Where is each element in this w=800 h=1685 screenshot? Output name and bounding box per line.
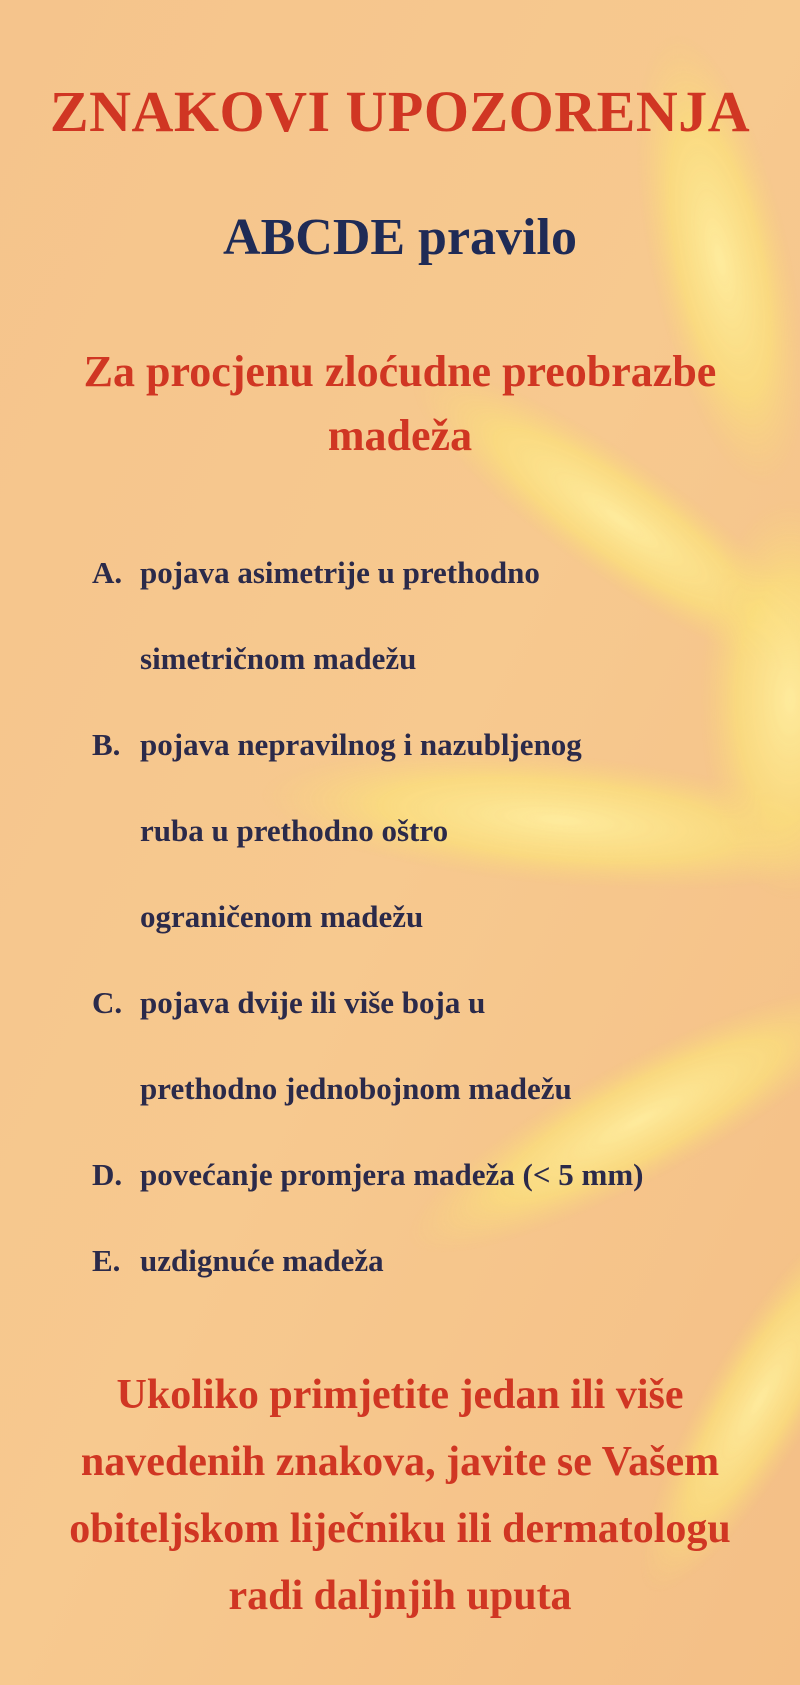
rule-letter: E.	[92, 1243, 121, 1278]
page-title: ZNAKOVI UPOZORENJA	[49, 79, 751, 144]
rule-text: povećanje promjera madeža (< 5 mm)	[140, 1157, 644, 1192]
rule-item-a	[92, 530, 772, 702]
rule-text: pojava dvije ili više boja u prethodno jednobojnom madežu	[140, 985, 572, 1106]
rule-text: pojava asimetrije u prethodno simetričnom madežu	[140, 555, 540, 676]
rule-letter: D.	[92, 1157, 123, 1192]
closing-advice: Ukoliko primjetite jedan ili više navedenih znakova, javite se Vašem obiteljskom liječniku ili dermatologu radi daljnjih uputa	[69, 1372, 731, 1619]
rule-letter: B.	[92, 727, 121, 762]
rule-item-b	[92, 702, 772, 960]
rule-text: uzdignuće madeža	[140, 1243, 384, 1278]
rule-item-d	[92, 1132, 772, 1218]
rule-letter: C.	[92, 985, 123, 1020]
page-subtitle: ABCDE pravilo	[223, 209, 577, 266]
intro-heading: Za procjenu zloćudne preobrazbe madeža	[83, 347, 717, 460]
rule-item-e	[92, 1218, 772, 1304]
rule-item-c	[92, 960, 772, 1132]
rule-text: pojava nepravilnog i nazubljenog ruba u prethodno oštro ograničenom madežu	[140, 727, 582, 934]
abcde-rule-list	[92, 530, 772, 1304]
rule-letter: A.	[92, 555, 123, 590]
